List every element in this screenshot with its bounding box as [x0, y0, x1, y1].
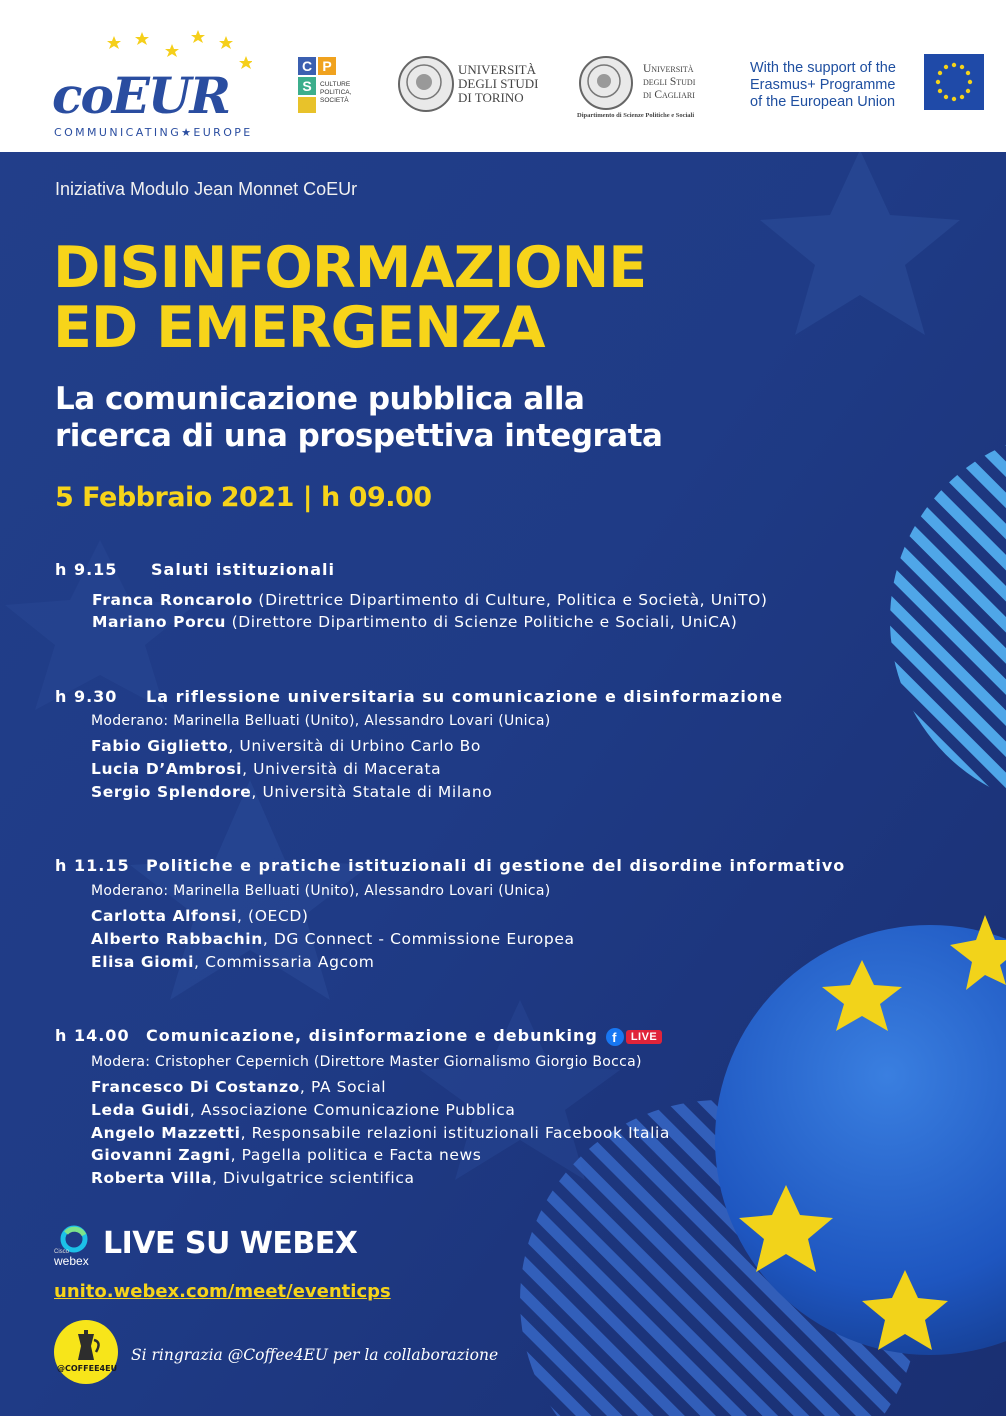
- speaker-line: [91, 1078, 386, 1096]
- cisco-label: Cisco: [54, 1249, 70, 1255]
- subtitle-line: La comunicazione pubblica alla: [55, 381, 585, 417]
- speaker-role: , Commissaria Agcom: [194, 953, 375, 971]
- unito-seal-icon: [398, 56, 454, 112]
- speaker-line: [91, 760, 441, 778]
- subtitle: [55, 381, 662, 455]
- session-heading: [55, 560, 335, 579]
- session-time: h 11.15: [55, 856, 130, 875]
- cps-letter-s: S: [298, 77, 316, 95]
- cps-text-line: POLITICA,: [320, 89, 352, 96]
- session-time: h 9.30: [55, 687, 118, 706]
- speaker-line: [91, 907, 309, 925]
- unica-line: Università: [643, 63, 694, 75]
- webex-label: webex: [54, 1254, 89, 1268]
- unito-line: DEGLI STUDI: [458, 76, 539, 91]
- speaker-role: , PA Social: [299, 1078, 387, 1096]
- speaker-role: , (OECD): [237, 907, 309, 925]
- cps-text: [320, 81, 351, 105]
- cps-letter-p: P: [318, 57, 336, 75]
- moderator-line: Modera: Cristopher Cepernich (Direttore Master Giornalismo Giorgio Bocca): [91, 1054, 642, 1070]
- unica-seal-icon: [579, 56, 633, 110]
- speaker-role: , Pagella politica e Facta news: [230, 1146, 482, 1164]
- event-date: 5 Febbraio 2021 | h 09.00: [55, 482, 432, 513]
- eu-flag-icon: [924, 54, 984, 110]
- moka-pot-icon: [54, 1320, 118, 1384]
- session-heading: [55, 856, 845, 875]
- speaker-role: , Università Statale di Milano: [251, 783, 493, 801]
- speaker-name: Carlotta Alfonsi: [91, 907, 237, 925]
- unito-name: [458, 63, 539, 105]
- erasmus-line: Erasmus+ Programme: [750, 77, 896, 93]
- speaker-name: Angelo Mazzetti: [91, 1124, 241, 1142]
- speaker-role: , Università di Macerata: [242, 760, 442, 778]
- seal-detail-icon: [581, 58, 631, 108]
- facebook-icon[interactable]: f: [606, 1028, 624, 1046]
- thanks-note: Si ringrazia @Coffee4EU per la collaborazione: [131, 1346, 499, 1364]
- erasmus-support-text: [750, 60, 910, 111]
- session-title: Politiche e pratiche istituzionali di gestione del disordine informativo: [146, 856, 846, 875]
- webex-live-title: LIVE SU WEBEX: [103, 1226, 358, 1261]
- header-bar: [0, 0, 1006, 152]
- erasmus-line: of the European Union: [750, 94, 896, 110]
- coeur-logo: [52, 30, 262, 145]
- unica-department: Dipartimento di Scienze Politiche e Sociali: [577, 112, 695, 119]
- speaker-role: , DG Connect - Commissione Europea: [262, 930, 575, 948]
- unica-line: di Cagliari: [643, 89, 695, 101]
- unito-line: UNIVERSITÀ: [458, 62, 536, 77]
- main-title-line: ED EMERGENZA: [53, 295, 545, 361]
- eu-stars-arc-icon: [102, 30, 252, 70]
- speaker-name: Giovanni Zagni: [91, 1146, 231, 1164]
- webex-icon: [54, 1223, 100, 1269]
- speaker-name: Sergio Splendore: [91, 783, 252, 801]
- coeur-wordmark: coEUR: [52, 66, 230, 125]
- webex-meeting-link[interactable]: unito.webex.com/meet/eventicps: [54, 1281, 391, 1302]
- coffee4eu-logo: [54, 1320, 118, 1384]
- speaker-line: [91, 783, 492, 801]
- subtitle-line: ricerca di una prospettiva integrata: [55, 418, 663, 454]
- session-heading: [55, 687, 783, 706]
- seal-detail-icon: [400, 58, 452, 110]
- speaker-role: , Università di Urbino Carlo Bo: [228, 737, 481, 755]
- moderator-line: Moderano: Marinella Belluati (Unito), Alessandro Lovari (Unica): [91, 713, 551, 729]
- speaker-name: Elisa Giomi: [91, 953, 195, 971]
- session-title: Saluti istituzionali: [151, 560, 336, 579]
- speaker-line: [91, 1101, 515, 1119]
- session-time: h 9.15: [55, 560, 118, 579]
- cps-color-block: [298, 97, 316, 113]
- speaker-line: [92, 591, 768, 609]
- cps-text-line: SOCIETÀ: [320, 97, 349, 104]
- cps-text-line: CULTURE: [320, 81, 351, 88]
- speaker-line: [91, 930, 575, 948]
- speaker-name: Lucia D’Ambrosi: [91, 760, 243, 778]
- speaker-name: Francesco Di Costanzo: [91, 1078, 300, 1096]
- live-badge: LIVE: [626, 1030, 662, 1044]
- speaker-line: [91, 737, 481, 755]
- speaker-role: , Associazione Comunicazione Pubblica: [189, 1101, 516, 1119]
- speaker-name: Franca Roncarolo: [92, 591, 253, 609]
- speaker-role: , Divulgatrice scientifica: [212, 1169, 415, 1187]
- unito-line: DI TORINO: [458, 90, 524, 105]
- eu-flag-stars-icon: [924, 54, 984, 110]
- speaker-name: Mariano Porcu: [92, 613, 227, 631]
- speaker-line: [92, 613, 737, 631]
- erasmus-line: With the support of the: [750, 60, 896, 76]
- main-title-line: DISINFORMAZIONE: [53, 235, 647, 301]
- speaker-line: [91, 1124, 670, 1142]
- main-title: [53, 235, 647, 361]
- speaker-role: (Direttrice Dipartimento di Culture, Politica e Società, UniTO): [252, 591, 768, 609]
- session-time: h 14.00: [55, 1026, 130, 1045]
- unica-line: degli Studi: [643, 76, 696, 88]
- moderator-line: Moderano: Marinella Belluati (Unito), Alessandro Lovari (Unica): [91, 883, 551, 899]
- speaker-role: , Responsabile relazioni istituzionali Facebook Italia: [240, 1124, 670, 1142]
- speaker-name: Roberta Villa: [91, 1169, 213, 1187]
- speaker-line: [91, 1169, 415, 1187]
- speaker-name: Alberto Rabbachin: [91, 930, 263, 948]
- session-title: Comunicazione, disinformazione e debunking: [146, 1026, 598, 1045]
- speaker-line: [91, 1146, 481, 1164]
- coeur-tagline: COMMUNICATING★EUROPE: [54, 126, 253, 139]
- cps-logo: [298, 57, 362, 115]
- speaker-name: Leda Guidi: [91, 1101, 190, 1119]
- unica-name: [643, 63, 695, 102]
- speaker-name: Fabio Giglietto: [91, 737, 229, 755]
- coffee4eu-badge: @COFFEE4EU: [57, 1364, 118, 1373]
- session-title: La riflessione universitaria su comunicazione e disinformazione: [146, 687, 784, 706]
- session-heading: [55, 1026, 662, 1046]
- cps-letter-c: C: [298, 57, 316, 75]
- speaker-line: [91, 953, 374, 971]
- initiative-kicker: Iniziativa Modulo Jean Monnet CoEUr: [55, 179, 358, 199]
- speaker-role: (Direttore Dipartimento di Scienze Politiche e Sociali, UniCA): [226, 613, 738, 631]
